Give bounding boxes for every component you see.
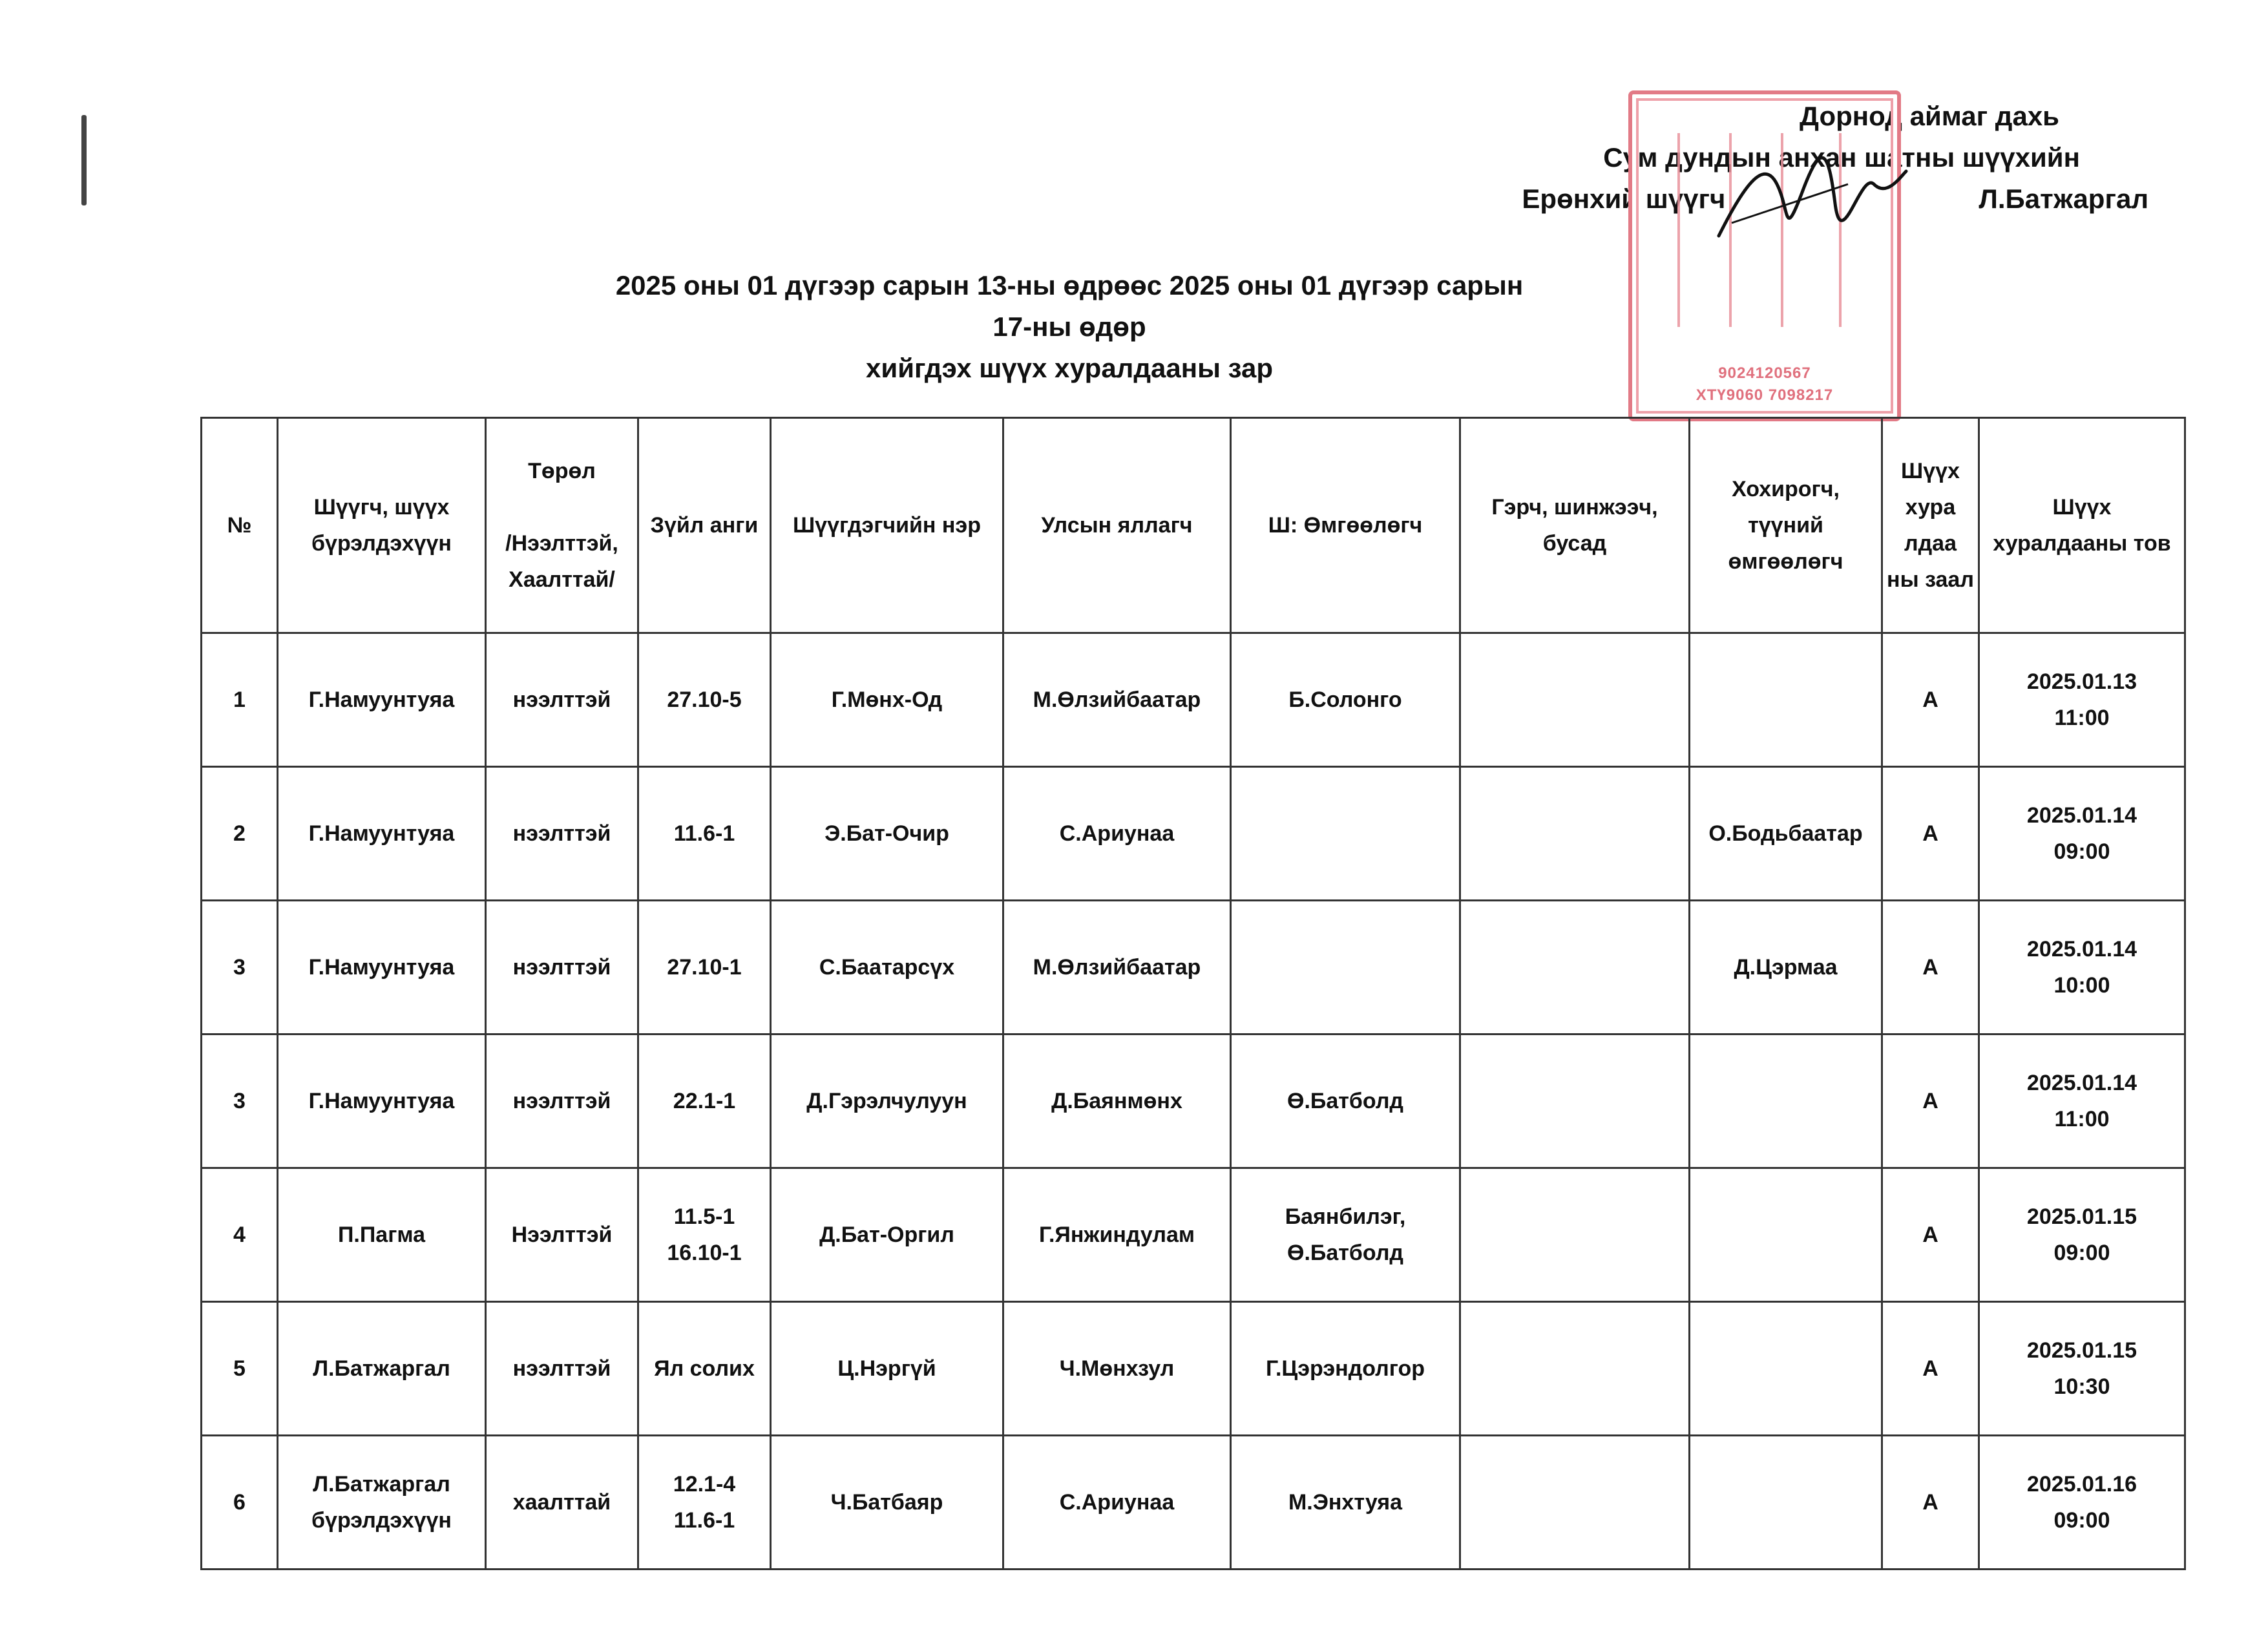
cell-article: 12.1-4 11.6-1 (638, 1436, 771, 1570)
cell-defender: М.Энхтуяа (1231, 1436, 1460, 1570)
header-no: № (202, 418, 278, 633)
cell-article: 22.1-1 (638, 1035, 771, 1168)
cell-prosecutor: М.Өлзийбаатар (1003, 633, 1231, 767)
cell-prosecutor: Г.Янжиндулам (1003, 1168, 1231, 1302)
cell-defendant: Д.Бат-Оргил (771, 1168, 1003, 1302)
cell-hall: А (1882, 1302, 1979, 1436)
document-title (601, 265, 1538, 389)
cell-type: хаалттай (486, 1436, 638, 1570)
header-defendant: Шүүгдэгчийн нэр (771, 418, 1003, 633)
cell-victim (1690, 1035, 1882, 1168)
cell-defendant: С.Баатарсүх (771, 901, 1003, 1035)
cell-judge: Г.Намуунтуяа (278, 1035, 486, 1168)
cell-defendant: Г.Мөнх-Од (771, 633, 1003, 767)
cell-witness (1460, 1035, 1690, 1168)
cell-victim: Д.Цэрмаа (1690, 901, 1882, 1035)
header-defender: Ш: Өмгөөлөгч (1231, 418, 1460, 633)
cell-article: 11.5-1 16.10-1 (638, 1168, 771, 1302)
cell-prosecutor: С.Ариунаа (1003, 767, 1231, 901)
cell-victim (1690, 1302, 1882, 1436)
title-line-2: хийгдэх шүүх хуралдааны зар (866, 353, 1273, 383)
cell-defender: Баянбилэг, Ө.Батболд (1231, 1168, 1460, 1302)
cell-victim (1690, 1168, 1882, 1302)
cell-hall: А (1882, 901, 1979, 1035)
cell-article: 27.10-5 (638, 633, 771, 767)
cell-judge: Л.Батжаргал (278, 1302, 486, 1436)
cell-witness (1460, 1436, 1690, 1570)
table-row (202, 1168, 2185, 1302)
stamp-number-1: 9024120567 (1718, 364, 1811, 382)
stamp-number-2: ХТҮ9060 7098217 (1696, 386, 1834, 404)
cell-hall: А (1882, 633, 1979, 767)
cell-victim (1690, 633, 1882, 767)
cell-victim (1690, 1436, 1882, 1570)
scan-edge-mark (81, 115, 87, 205)
cell-date: 2025.01.14 09:00 (1979, 767, 2185, 901)
cell-prosecutor: М.Өлзийбаатар (1003, 901, 1231, 1035)
cell-type: нээлттэй (486, 767, 638, 901)
cell-prosecutor: С.Ариунаа (1003, 1436, 1231, 1570)
header-hall: Шүүх хура лдаа ны заал (1882, 418, 1979, 633)
cell-witness (1460, 767, 1690, 901)
header-judge: Шүүгч, шүүх бүрэлдэхүүн (278, 418, 486, 633)
cell-no: 1 (202, 633, 278, 767)
cell-defender: Г.Цэрэндолгор (1231, 1302, 1460, 1436)
cell-no: 3 (202, 901, 278, 1035)
approval-name: Л.Батжаргал (1979, 184, 2148, 214)
cell-no: 3 (202, 1035, 278, 1168)
header-witness: Гэрч, шинжээч, бусад (1460, 418, 1690, 633)
cell-date: 2025.01.16 09:00 (1979, 1436, 2185, 1570)
cell-witness (1460, 633, 1690, 767)
cell-judge: Г.Намуунтуяа (278, 901, 486, 1035)
cell-no: 4 (202, 1168, 278, 1302)
cell-defender (1231, 901, 1460, 1035)
header-date: Шүүх хуралдааны тов (1979, 418, 2185, 633)
cell-hall: А (1882, 1035, 1979, 1168)
cell-date: 2025.01.13 11:00 (1979, 633, 2185, 767)
header-article: Зүйл анги (638, 418, 771, 633)
official-stamp (1628, 90, 1901, 421)
approval-line-2: Сум дундын анхан шатны шүүхийн (1603, 142, 2080, 173)
cell-type: нээлттэй (486, 1035, 638, 1168)
table-row (202, 1436, 2185, 1570)
cell-article: 27.10-1 (638, 901, 771, 1035)
cell-date: 2025.01.14 10:00 (1979, 901, 2185, 1035)
table-row (202, 1035, 2185, 1168)
cell-hall: А (1882, 1168, 1979, 1302)
cell-defendant: Ц.Нэргүй (771, 1302, 1003, 1436)
cell-victim: О.Бодьбаатар (1690, 767, 1882, 901)
cell-judge: Г.Намуунтуяа (278, 633, 486, 767)
cell-defendant: Ч.Батбаяр (771, 1436, 1003, 1570)
cell-judge: Л.Батжаргал бүрэлдэхүүн (278, 1436, 486, 1570)
cell-date: 2025.01.15 10:30 (1979, 1302, 2185, 1436)
cell-no: 2 (202, 767, 278, 901)
cell-type: нээлттэй (486, 633, 638, 767)
cell-date: 2025.01.14 11:00 (1979, 1035, 2185, 1168)
header-type: Төрөл /Нээлттэй, Хаалттай/ (486, 418, 638, 633)
cell-hall: А (1882, 1436, 1979, 1570)
cell-defendant: Д.Гэрэлчулуун (771, 1035, 1003, 1168)
cell-article: Ял солих (638, 1302, 771, 1436)
cell-witness (1460, 1302, 1690, 1436)
cell-defender: Ө.Батболд (1231, 1035, 1460, 1168)
cell-type: нээлттэй (486, 1302, 638, 1436)
cell-article: 11.6-1 (638, 767, 771, 901)
cell-defender (1231, 767, 1460, 901)
court-schedule-table (200, 417, 2186, 1570)
title-line-1: 2025 оны 01 дүгээр сарын 13-ны өдрөөс 2025 оны 01 дүгээр сарын 17-ны өдөр (615, 270, 1524, 342)
header-victim: Хохирогч, түүний өмгөөлөгч (1690, 418, 1882, 633)
cell-witness (1460, 901, 1690, 1035)
cell-judge: П.Пагма (278, 1168, 486, 1302)
cell-defendant: Э.Бат-Очир (771, 767, 1003, 901)
signature-mark (1706, 145, 1913, 249)
table-header-row (202, 418, 2185, 633)
cell-hall: А (1882, 767, 1979, 901)
cell-date: 2025.01.15 09:00 (1979, 1168, 2185, 1302)
header-prosecutor: Улсын яллагч (1003, 418, 1231, 633)
cell-prosecutor: Ч.Мөнхзул (1003, 1302, 1231, 1436)
cell-type: Нээлттэй (486, 1168, 638, 1302)
table-row (202, 767, 2185, 901)
cell-no: 5 (202, 1302, 278, 1436)
stamp-script-column (1677, 133, 1697, 327)
cell-defender: Б.Солонго (1231, 633, 1460, 767)
table-row (202, 633, 2185, 767)
table-row (202, 901, 2185, 1035)
approval-role: Ерөнхий шүүгч (1522, 184, 1726, 214)
cell-type: нээлттэй (486, 901, 638, 1035)
cell-no: 6 (202, 1436, 278, 1570)
cell-witness (1460, 1168, 1690, 1302)
table-row (202, 1302, 2185, 1436)
cell-judge: Г.Намуунтуяа (278, 767, 486, 901)
approval-line-1: Дорнод аймаг дахь (1800, 101, 2059, 131)
cell-prosecutor: Д.Баянмөнх (1003, 1035, 1231, 1168)
